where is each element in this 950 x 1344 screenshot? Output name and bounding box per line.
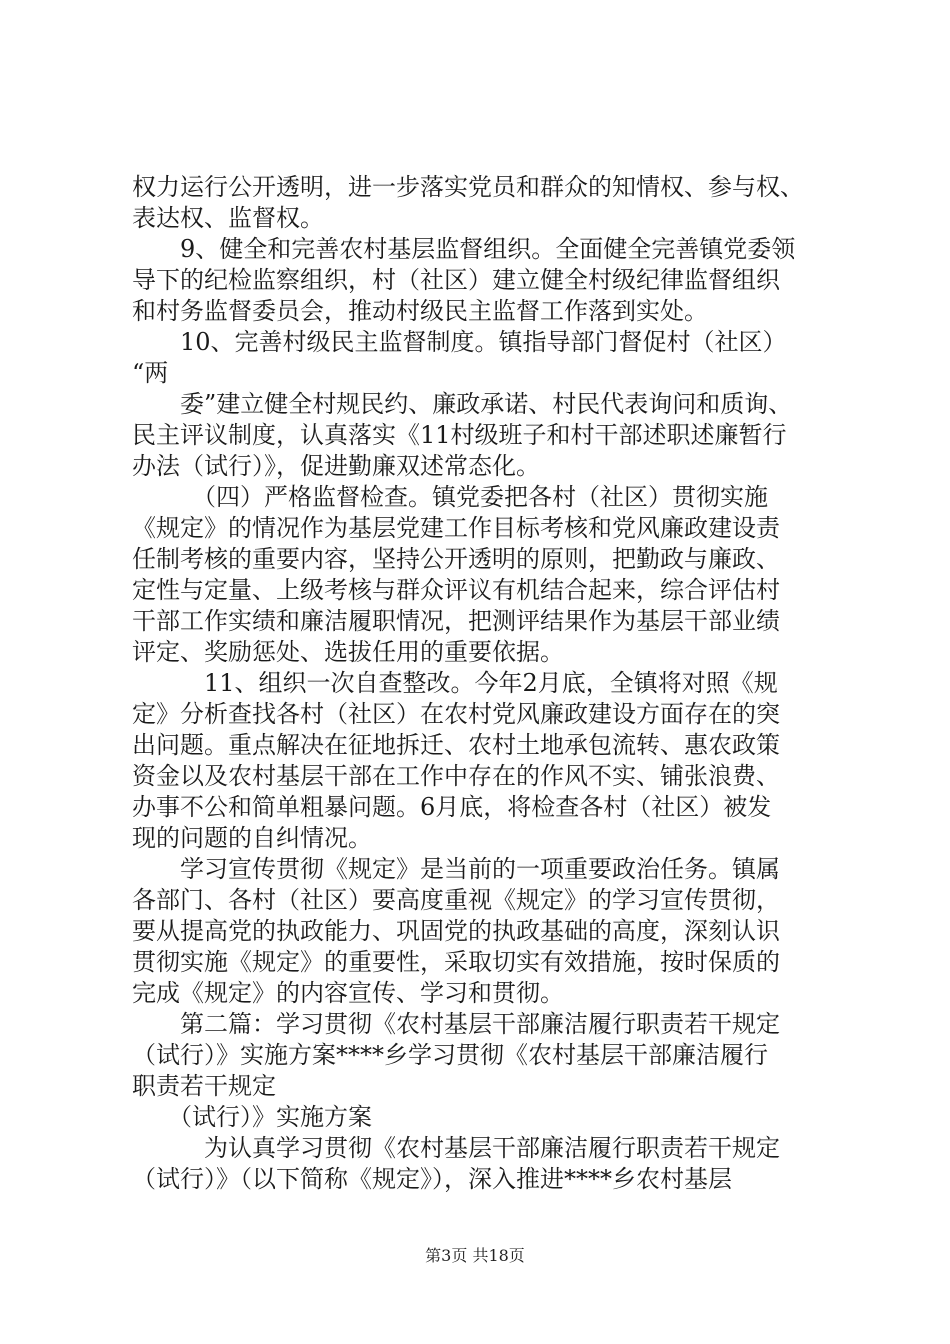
text-line: （试行）》实施方案 <box>132 1103 372 1131</box>
text-line: 办事不公和简单粗暴问题。6月底，将检查各村（社区）被发 <box>132 793 772 821</box>
text-line: 和村务监督委员会，推动村级民主监督工作落到实处。 <box>132 297 708 325</box>
text-line: 11、组织一次自查整改。今年2月底，全镇将对照《规 <box>132 669 778 697</box>
text-line: 委”建立健全村规民约、廉政承诺、村民代表询问和质询、 <box>132 390 793 418</box>
text-line: “两 <box>132 359 169 387</box>
text-line: 资金以及农村基层干部在工作中存在的作风不实、铺张浪费、 <box>132 762 780 790</box>
text-line: 职责若干规定 <box>132 1072 276 1100</box>
text-line: 完成《规定》的内容宣传、学习和贯彻。 <box>132 979 564 1007</box>
text-line: 各部门、各村（社区）要高度重视《规定》的学习宣传贯彻， <box>132 886 780 914</box>
text-line: 现的问题的自纠情况。 <box>132 824 372 852</box>
text-line: 导下的纪检监察组织，村（社区）建立健全村级纪律监督组织 <box>132 266 780 294</box>
text-line: 表达权、监督权。 <box>132 204 324 232</box>
text-line: 干部工作实绩和廉洁履职情况，把测评结果作为基层干部业绩 <box>132 607 780 635</box>
text-line: 办法（试行）》，促进勤廉双述常态化。 <box>132 452 540 480</box>
text-line: 出问题。重点解决在征地拆迁、农村土地承包流转、惠农政策 <box>132 731 780 759</box>
text-line: 学习宣传贯彻《规定》是当前的一项重要政治任务。镇属 <box>132 855 780 883</box>
text-line: 10、完善村级民主监督制度。镇指导部门督促村（社区） <box>132 328 787 356</box>
text-line: 权力运行公开透明，进一步落实党员和群众的知情权、参与权、 <box>132 173 804 201</box>
text-line: 9、健全和完善农村基层监督组织。全面健全完善镇党委领 <box>132 235 796 263</box>
text-line: 《规定》的情况作为基层党建工作目标考核和党风廉政建设责 <box>132 514 780 542</box>
text-line: 第二篇：学习贯彻《农村基层干部廉洁履行职责若干规定 <box>132 1010 780 1038</box>
text-line: 定》分析查找各村（社区）在农村党风廉政建设方面存在的突 <box>132 700 780 728</box>
text-line: 民主评议制度，认真落实《11村级班子和村干部述职述廉暂行 <box>132 421 787 449</box>
text-line: （四）严格监督检查。镇党委把各村（社区）贯彻实施 <box>132 483 768 511</box>
text-line: 要从提高党的执政能力、巩固党的执政基础的高度，深刻认识 <box>132 917 780 945</box>
text-line: 定性与定量、上级考核与群众评议有机结合起来，综合评估村 <box>132 576 780 604</box>
text-line: 为认真学习贯彻《农村基层干部廉洁履行职责若干规定 <box>132 1134 780 1162</box>
text-line: 贯彻实施《规定》的重要性，采取切实有效措施，按时保质的 <box>132 948 780 976</box>
text-line: 任制考核的重要内容，坚持公开透明的原则，把勤政与廉政、 <box>132 545 780 573</box>
text-line: （试行）》实施方案****乡学习贯彻《农村基层干部廉洁履行 <box>132 1041 768 1069</box>
text-line: 评定、奖励惩处、选拔任用的重要依据。 <box>132 638 564 666</box>
text-line: （试行）》（以下简称《规定》），深入推进****乡农村基层 <box>132 1165 732 1193</box>
page-number-footer: 第3页 共18页 <box>425 1246 525 1265</box>
